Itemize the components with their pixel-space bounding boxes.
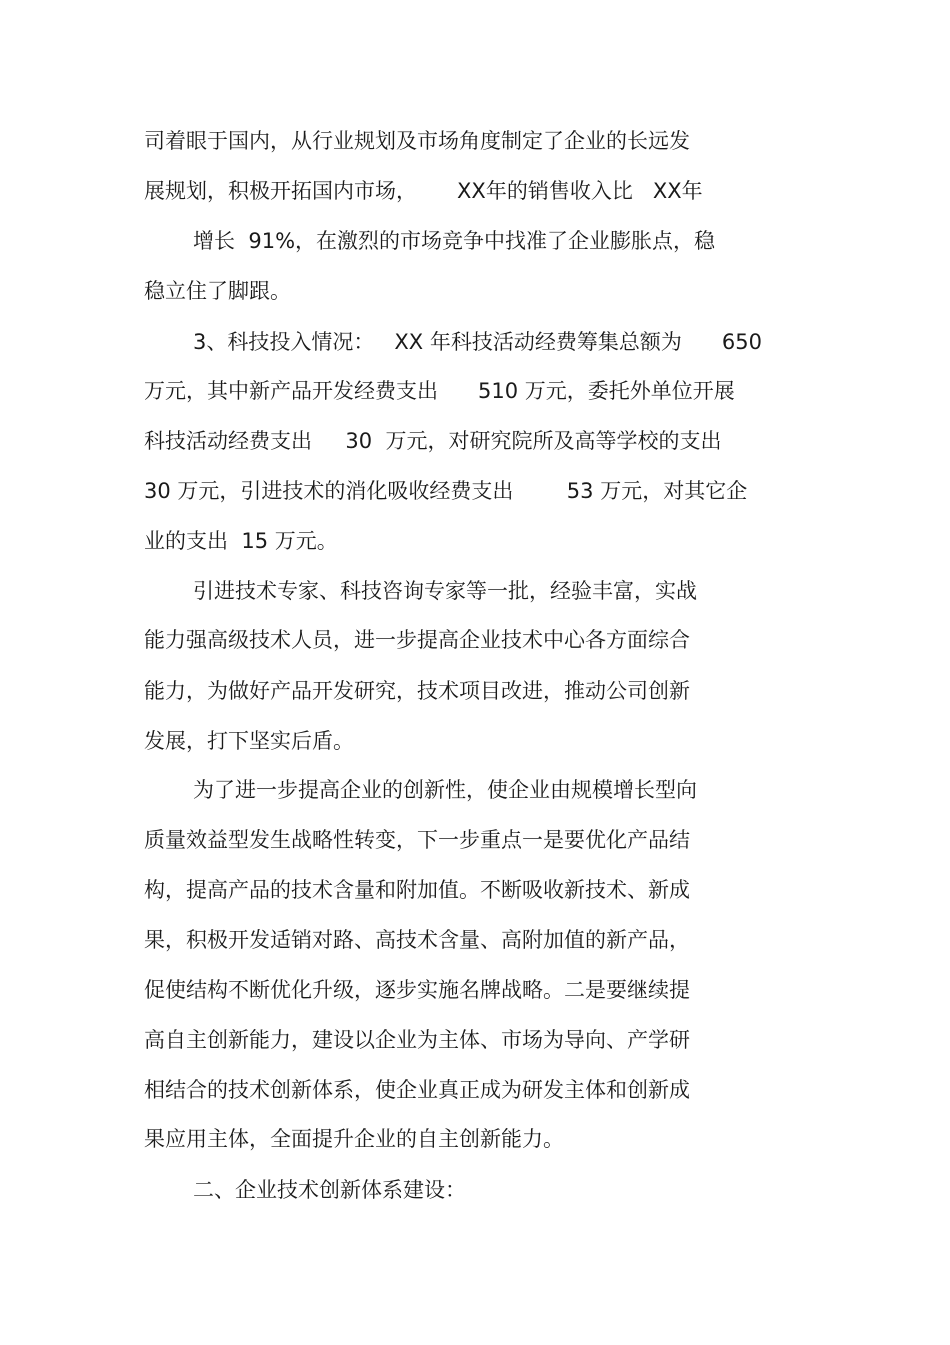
paragraph-line: 万元，其中新产品开发经费支出 510 万元，委托外单位开展 (144, 379, 735, 403)
paragraph-line: 能力，为做好产品开发研究，技术项目改进，推动公司创新 (144, 679, 690, 703)
paragraph-line: 30 万元，引进技术的消化吸收经费支出 53 万元，对其它企 (144, 479, 748, 503)
paragraph-line: 质量效益型发生战略性转变，下一步重点一是要优化产品结 (144, 828, 690, 852)
paragraph-line: 引进技术专家、科技咨询专家等一批，经验丰富，实战 (193, 579, 697, 603)
paragraph-line: 业的支出 15 万元。 (144, 529, 338, 553)
paragraph-line: 发展，打下坚实后盾。 (144, 729, 354, 753)
paragraph-line: 科技活动经费支出 30 万元，对研究院所及高等学校的支出 (144, 429, 722, 453)
paragraph-line: 展规划，积极开拓国内市场， XX年的销售收入比 XX年 (144, 179, 703, 203)
paragraph-line: 增长 91%，在激烈的市场竞争中找准了企业膨胀点，稳 (193, 229, 716, 253)
section-heading: 二、企业技术创新体系建设： (193, 1178, 466, 1202)
paragraph-line: 司着眼于国内，从行业规划及市场角度制定了企业的长远发 (144, 129, 690, 153)
paragraph-line: 促使结构不断优化升级，逐步实施名牌战略。二是要继续提 (144, 978, 690, 1002)
paragraph-line: 构，提高产品的技术含量和附加值。不断吸收新技术、新成 (144, 878, 690, 902)
paragraph-line: 为了进一步提高企业的创新性，使企业由规模增长型向 (193, 778, 697, 802)
paragraph-line: 稳立住了脚跟。 (144, 279, 291, 303)
paragraph-line: 相结合的技术创新体系，使企业真正成为研发主体和创新成 (144, 1078, 690, 1102)
paragraph-line: 果，积极开发适销对路、高技术含量、高附加值的新产品， (144, 928, 690, 952)
paragraph-line: 果应用主体，全面提升企业的自主创新能力。 (144, 1127, 564, 1151)
paragraph-line: 能力强高级技术人员，进一步提高企业技术中心各方面综合 (144, 628, 690, 652)
paragraph-line: 3、科技投入情况： XX 年科技活动经费筹集总额为 650 (193, 330, 762, 354)
paragraph-line: 高自主创新能力，建设以企业为主体、市场为导向、产学研 (144, 1028, 690, 1052)
